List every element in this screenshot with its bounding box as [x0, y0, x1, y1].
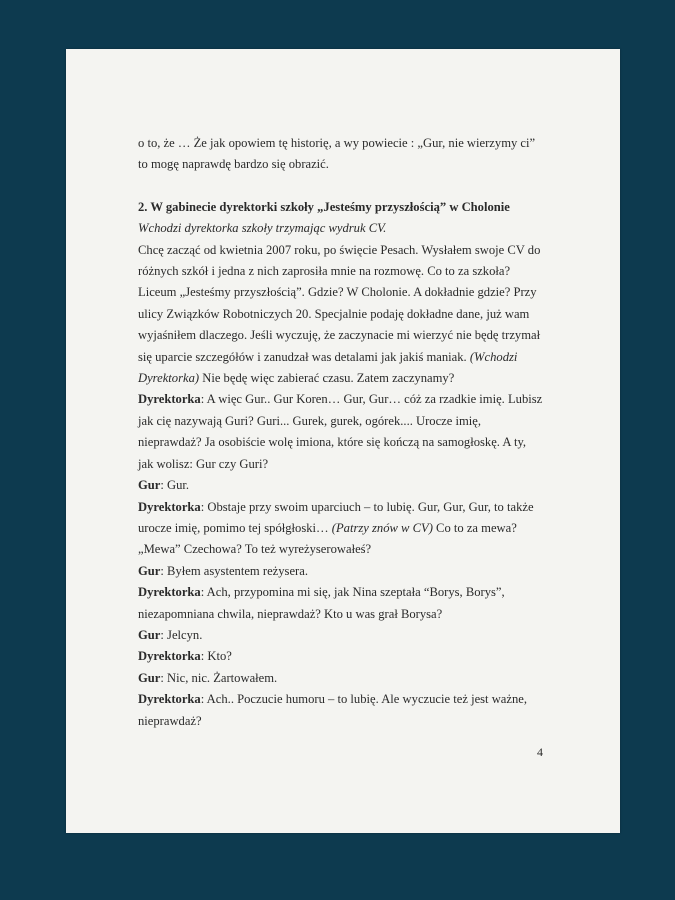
- text-line: Chcę zacząć od kwietnia 2007 roku, po święcie Pesach. Wysłałem swoje CV do: [138, 242, 541, 257]
- dialogue-text: : Jelcyn.: [160, 627, 203, 642]
- text-line: [138, 368, 558, 389]
- speaker-name: Dyrektorka: [138, 499, 201, 514]
- text-line: to mogę naprawdę bardzo się obrazić.: [138, 157, 329, 172]
- document-page: [66, 49, 620, 833]
- dialogue-line: [138, 497, 558, 518]
- section-heading: 2. W gabinecie dyrektorki szkoły „Jesteśmy przyszłością” w Cholonie: [138, 199, 510, 214]
- page-number: 4: [537, 745, 543, 759]
- stage-direction: (Wchodzi: [469, 349, 518, 364]
- speaker-name: Dyrektorka: [138, 585, 201, 600]
- text-line: różnych szkół i jedna z nich zaprosiła mnie na rozmowę. Co to za szkoła?: [138, 264, 511, 279]
- dialogue-line: [138, 475, 558, 496]
- dialogue-text: : Obstaje przy swoim uparciuch – to lubię. Gur, Gur, Gur, to także: [200, 499, 534, 514]
- text-line: Liceum „Jesteśmy przyszłością”. Gdzie? W Cholonie. A dokładnie gdzie? Przy: [138, 285, 537, 300]
- dialogue-line: [138, 646, 558, 667]
- dialogue-text: : Byłem asystentem reżysera.: [160, 563, 308, 578]
- speaker-name: Dyrektorka: [138, 392, 201, 407]
- speaker-name: Dyrektorka: [138, 649, 201, 664]
- speaker-name: Dyrektorka: [138, 692, 201, 707]
- dialogue-line: [138, 668, 558, 689]
- text-run: Co to za mewa?: [432, 520, 517, 535]
- dialogue-text: : Ach, przypomina mi się, jak Nina szeptała “Borys, Borys”,: [200, 585, 505, 600]
- dialogue-line: [138, 625, 558, 646]
- dialogue-text: : Nic, nic. Żartowałem.: [160, 670, 278, 685]
- text-run: się uparcie szczegółów i zanudzał was detalami jak jakiś maniak.: [138, 349, 470, 364]
- dialogue-line: [138, 561, 558, 582]
- text-line: niezapomniana chwila, nieprawdaż? Kto u was grał Borysa?: [138, 606, 443, 621]
- text-line: „Mewa” Czechowa? To też wyreżyserowałeś?: [138, 542, 372, 557]
- text-run: Nie będę więc zabierać czasu. Zatem zaczynamy?: [199, 371, 455, 386]
- stage-direction: Dyrektorka): [138, 371, 200, 386]
- text-run: urocze imię, pomimo tej spółgłoski…: [138, 520, 332, 535]
- text-line: wyjaśniłem dlaczego. Jeśli wyczuję, że zaczynacie mi wierzyć nie będę trzymał: [138, 328, 541, 343]
- dialogue-text: : Ach.. Poczucie humoru – to lubię. Ale wyczucie też jest ważne,: [200, 692, 528, 707]
- text-line: [138, 347, 558, 368]
- dialogue-text: : Gur.: [160, 478, 190, 493]
- dialogue-text: : Kto?: [200, 649, 232, 664]
- dialogue-line: [138, 689, 558, 710]
- text-line: jak cię nazywają Guri? Guri... Gurek, gurek, ogórek.... Urocze imię,: [138, 413, 482, 428]
- text-line: jak wolisz: Gur czy Guri?: [138, 456, 269, 471]
- text-line: nieprawdaż?: [138, 713, 202, 728]
- speaker-name: Gur: [138, 563, 161, 578]
- speaker-name: Gur: [138, 478, 161, 493]
- speaker-name: Gur: [138, 670, 161, 685]
- dialogue-line: [138, 389, 558, 410]
- text-line: ulicy Związków Robotniczych 20. Specjalnie podaję dokładne dane, już wam: [138, 306, 530, 321]
- stage-direction: Wchodzi dyrektorka szkoły trzymając wydruk CV.: [138, 221, 387, 236]
- text-line: o to, że … Że jak opowiem tę historię, a wy powiecie : „Gur, nie wierzymy ci”: [138, 136, 536, 150]
- page-text: [138, 133, 558, 732]
- dialogue-line: [138, 582, 558, 603]
- dialogue-text: : A więc Gur.. Gur Koren… Gur, Gur… cóż za rzadkie imię. Lubisz: [200, 392, 543, 407]
- stage-direction: (Patrzy znów w CV): [331, 520, 433, 535]
- text-line: nieprawdaż? Ja osobiście wolę imiona, które się kończą na samogłoskę. A ty,: [138, 435, 527, 450]
- text-line: [138, 518, 558, 539]
- speaker-name: Gur: [138, 627, 161, 642]
